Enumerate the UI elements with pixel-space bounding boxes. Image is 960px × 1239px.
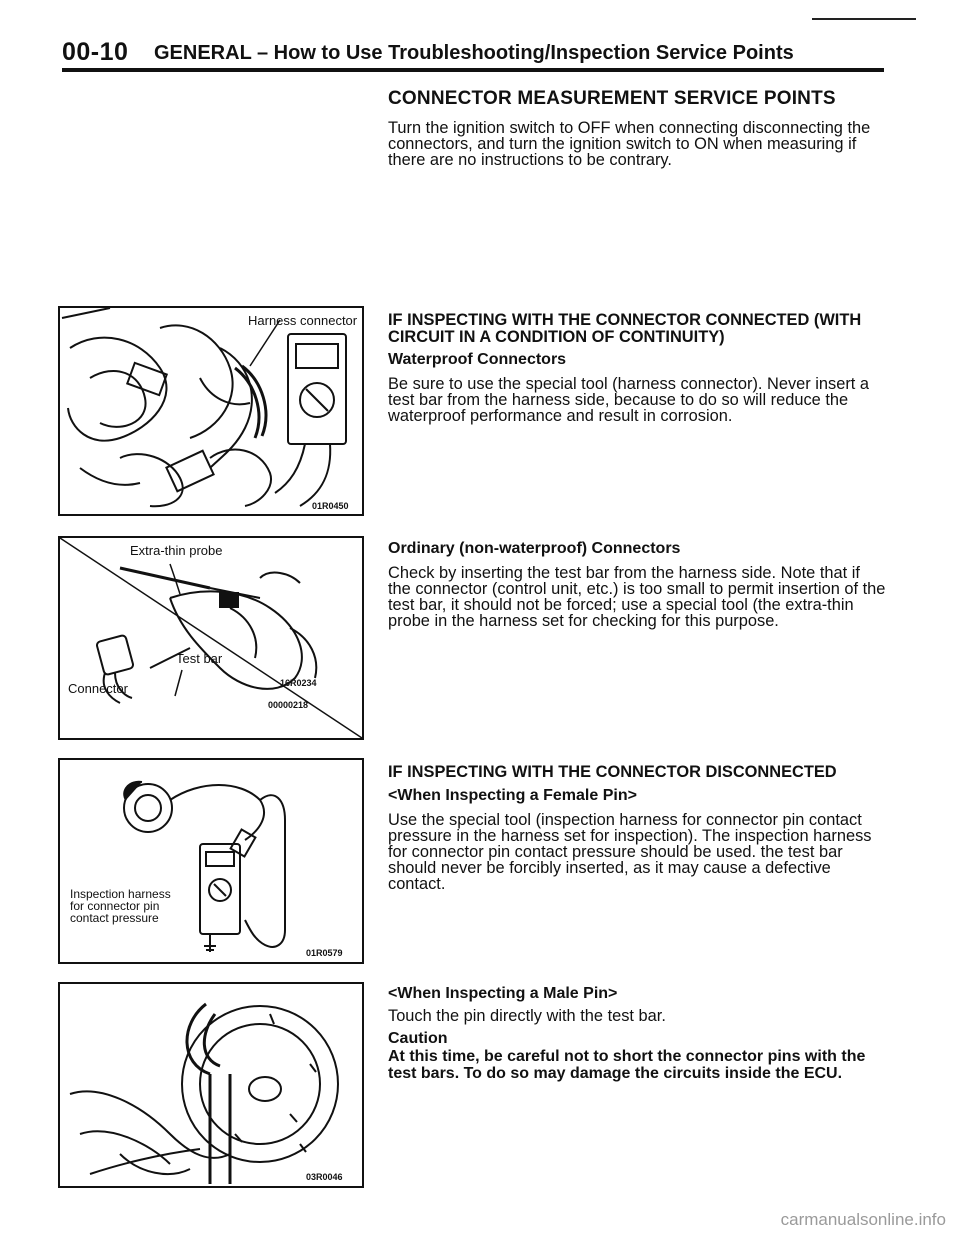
header-rule <box>62 68 884 72</box>
male-pin-section <box>388 985 886 1082</box>
male-pin-title: <When Inspecting a Male Pin> <box>388 985 618 1002</box>
caution-body: At this time, be careful not to short the connector pins with the test bars. To do so may damage the circuits inside the ECU. <box>388 1048 866 1082</box>
label-inspection-harness-2: for connector pin <box>70 899 160 913</box>
waterproof-body: Be sure to use the special tool (harness connector). Never insert a test bar from the harness side, because to do so will reduce the waterproof performance and result in corrosion. <box>388 375 870 425</box>
page-title: GENERAL – How to Use Troubleshooting/Inspection Service Points <box>154 42 794 64</box>
figure-code-1: 01R0450 <box>312 501 349 511</box>
figure-inspection-harness <box>58 758 364 964</box>
intro-section <box>388 88 886 168</box>
label-connector: Connector <box>68 681 128 696</box>
watermark: carmanualsonline.info <box>780 1210 946 1229</box>
figure-code-4: 03R0046 <box>306 1172 343 1182</box>
ordinary-body: Check by inserting the test bar from the harness side. Note that if the connector (control unit, etc.) is too small to permit insertion of the test bar, it should not be forced; use a special tool (the extra-thin probe in the harness set for checking for this purpose. <box>388 564 886 630</box>
male-pin-probe-illustration <box>60 984 362 1186</box>
disconnected-heading: IF INSPECTING WITH THE CONNECTOR DISCONNECTED <box>388 763 837 781</box>
ordinary-title: Ordinary (non-waterproof) Connectors <box>388 540 681 557</box>
figure-male-pin-probe <box>58 982 364 1188</box>
figure-code-2a: 16R0234 <box>280 678 317 688</box>
top-corner-rule <box>812 18 916 20</box>
disconnected-section <box>388 764 886 892</box>
figure-extra-thin-probe <box>58 536 364 740</box>
probe-connector-illustration <box>60 538 362 738</box>
connected-heading: IF INSPECTING WITH THE CONNECTOR CONNECTED (WITH CIRCUIT IN A CONDITION OF CONTINUITY) <box>388 311 862 346</box>
engine-harness-illustration <box>60 308 362 514</box>
caution-title: Caution <box>388 1030 448 1047</box>
female-pin-title: <When Inspecting a Female Pin> <box>388 787 637 804</box>
figure-code-2b: 00000218 <box>268 700 309 710</box>
label-inspection-harness-1: Inspection harness <box>70 887 171 901</box>
intro-body: Turn the ignition switch to OFF when connecting disconnecting the connectors, and turn the ignition switch to ON when measuring if there are no instructions to be contrary. <box>388 119 871 169</box>
intro-heading: CONNECTOR MEASUREMENT SERVICE POINTS <box>388 88 836 109</box>
ordinary-section <box>388 540 886 629</box>
label-harness-connector: Harness connector <box>248 313 358 328</box>
inspection-harness-illustration <box>60 760 362 962</box>
male-pin-body: Touch the pin directly with the test bar. <box>388 1007 666 1025</box>
page-code: 00-10 <box>62 38 129 66</box>
figure-harness-connector <box>58 306 364 516</box>
connected-section <box>388 312 886 424</box>
female-pin-body: Use the special tool (inspection harness for connector pin contact pressure in the harness set for inspection). The inspection harness for connector pin contact pressure should be used. the test bar should never be forcibly inserted, as it may cause a defective contact. <box>388 811 872 893</box>
label-inspection-harness-3: contact pressure <box>70 911 159 925</box>
label-test-bar: Test bar <box>176 651 223 666</box>
waterproof-title: Waterproof Connectors <box>388 351 567 368</box>
label-extra-thin-probe: Extra-thin probe <box>130 543 223 558</box>
figure-code-3: 01R0579 <box>306 948 343 958</box>
